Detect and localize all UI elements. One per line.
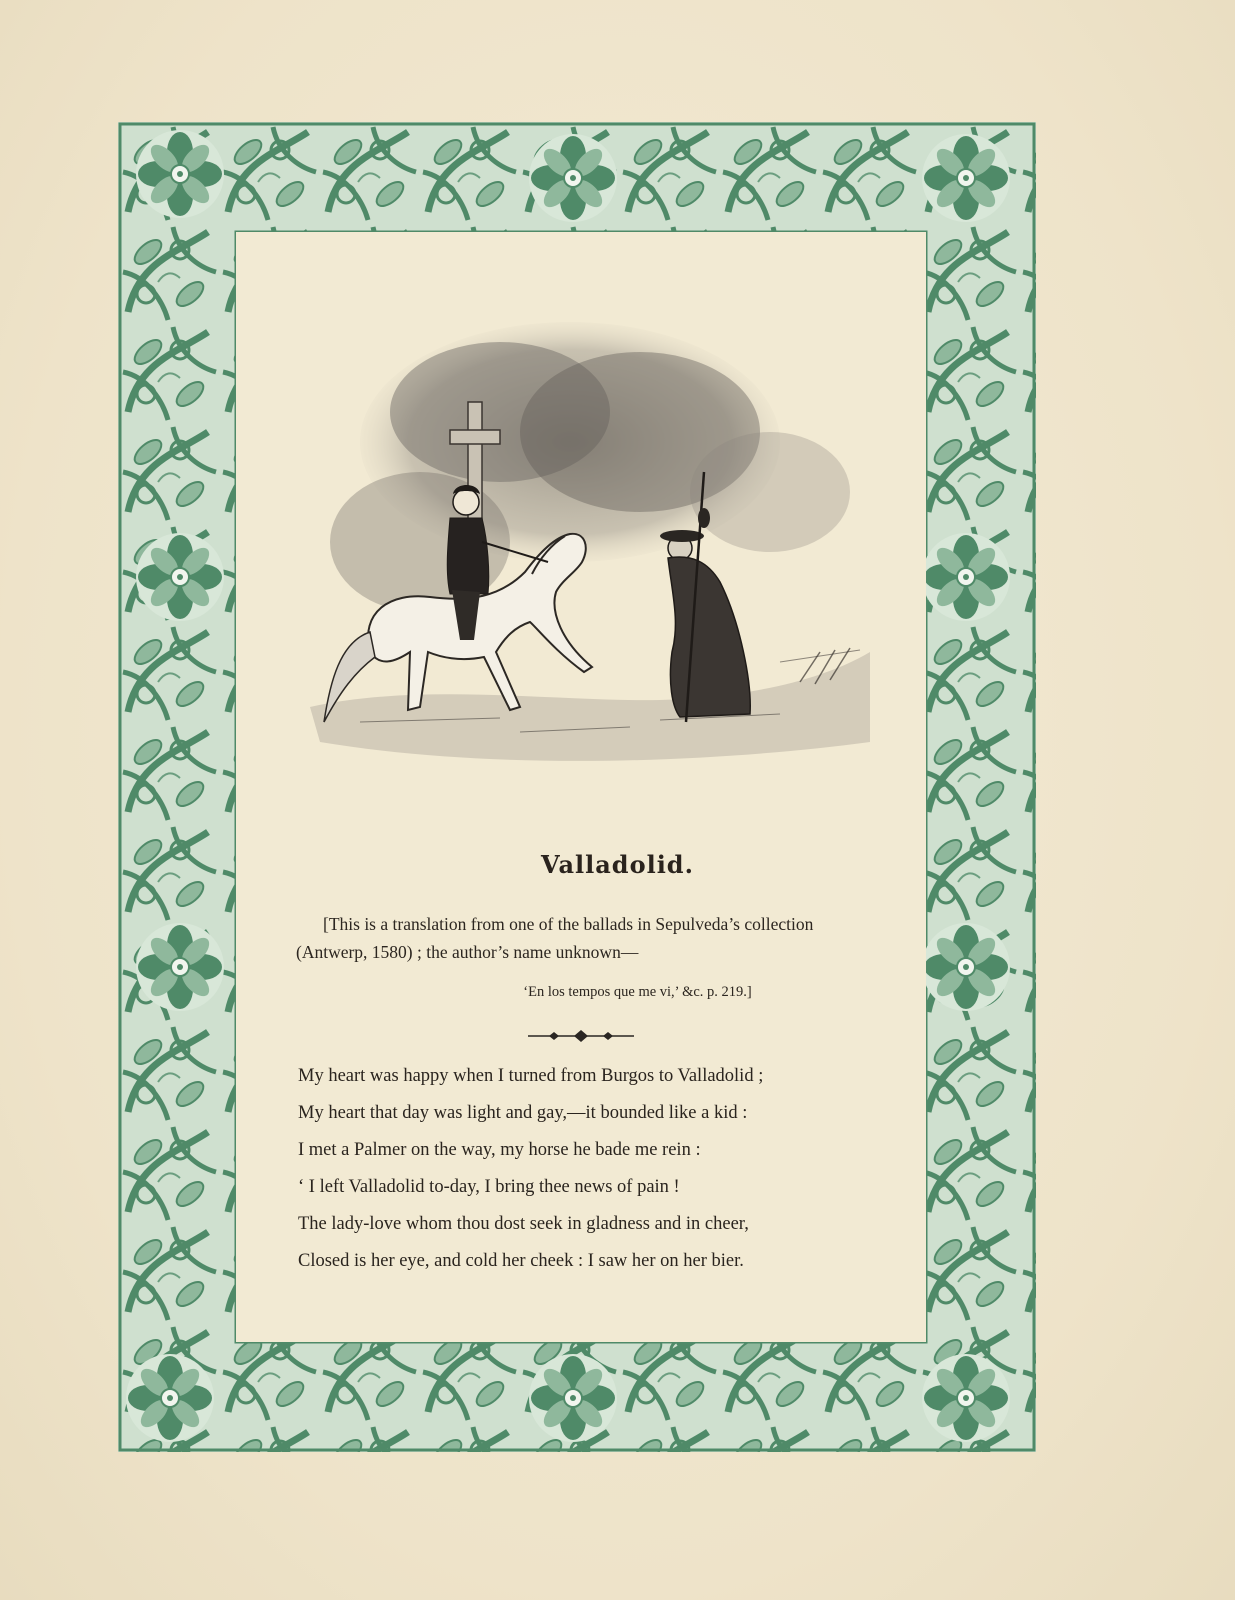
intro-line-2: (Antwerp, 1580) ; the author’s name unknown— bbox=[296, 942, 639, 962]
poem-line: My heart that day was light and gay,—it bounded like a kid : bbox=[298, 1103, 748, 1123]
intro-line-1: [This is a translation from one of the ballads in Sepulveda’s collection bbox=[323, 914, 814, 934]
tree-foliage bbox=[330, 322, 850, 612]
poem-line: I met a Palmer on the way, my horse he bade me rein : bbox=[298, 1140, 701, 1160]
poem-line: Closed is her eye, and cold her cheek : I saw her on her bier. bbox=[298, 1251, 744, 1271]
poem-line: The lady-love whom thou dost seek in gladness and in cheer, bbox=[298, 1214, 749, 1234]
ornamental-divider bbox=[528, 1028, 634, 1042]
engraving-illustration bbox=[300, 322, 880, 780]
poem-stanza bbox=[298, 1058, 898, 1280]
poem-line: My heart was happy when I turned from Burgos to Valladolid ; bbox=[298, 1066, 764, 1086]
poem-line: ‘ I left Valladolid to-day, I bring thee news of pain ! bbox=[298, 1177, 680, 1197]
poem-title: Valladolid. bbox=[541, 850, 694, 879]
source-citation: ‘En los tempos que me vi,’ &c. p. 219.] bbox=[523, 984, 752, 1000]
